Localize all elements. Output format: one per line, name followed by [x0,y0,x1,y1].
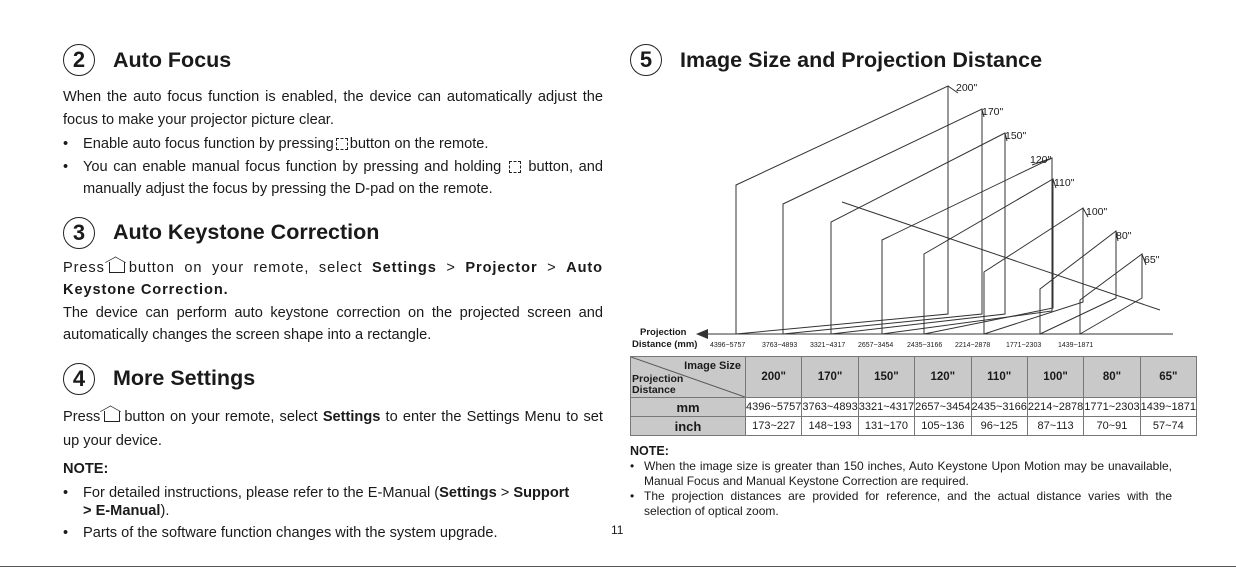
table-cell: 105~136 [915,417,971,436]
screen-frame [924,179,1053,334]
corner-cell: Image Size Projection Distance [631,357,746,398]
size-label: 100" [1086,206,1108,218]
tick-label: 3763~4893 [762,342,798,349]
list-item: • When the image size is greater than 150 inches, Auto Keystone Upon Motion may be unavailable, Manual Focus and Manual Keystone Correction are required. [630,459,1172,489]
screen-frames [736,86,1146,334]
table-cell: 2657~3454 [915,398,971,417]
focus-icon [336,138,348,150]
axis-label: Distance (mm) [632,339,698,350]
section-number: 2 [63,44,95,76]
size-header: 200" [746,357,802,398]
list-item: • The projection distances are provided for reference, and the actual distance varies with the selection of optical zoom. [630,489,1172,519]
note-list [63,484,603,544]
tick-label: 1439~1871 [1058,342,1094,349]
table-cell: 4396~5757 [746,398,802,417]
size-header: 80" [1084,357,1140,398]
tick-labels [710,342,1093,349]
tick-label: 2435~3166 [907,342,943,349]
size-header: 150" [858,357,914,398]
home-icon [104,411,120,422]
auto-focus-bullets [63,133,603,201]
table-cell: 2435~3166 [971,398,1027,417]
size-label: 170" [982,106,1004,118]
size-label: 65" [1144,254,1160,266]
keystone-instruction: Press button on your remote, select Settings > Projector > Auto Keystone Correction. [63,259,603,298]
row-label: inch [631,417,746,436]
keystone-description: The device can perform auto keystone correction on the projected screen and automatically changes the screen shape into a rectangle. [63,304,603,343]
table-cell: 1439~1871 [1140,398,1196,417]
axis-arrow-icon [696,329,708,339]
diagonal-line [842,202,1160,310]
size-label: 80" [1116,230,1132,242]
size-label: 110" [1054,177,1075,189]
note-list [630,459,1172,519]
tick-label: 1771~2303 [1006,342,1042,349]
size-header: 120" [915,357,971,398]
table-cell: 1771~2303 [1084,398,1140,417]
table-row [631,398,1197,417]
table-cell: 2214~2878 [1027,398,1083,417]
section-number: 3 [63,217,95,249]
table-cell: 96~125 [971,417,1027,436]
right-column-header [630,42,1172,78]
more-settings-instruction: Press button on your remote, select Settings to enter the Settings Menu to set up your device. [63,408,603,449]
list-item: • You can enable manual focus function by pressing and holding button, and manually adjust the focus by pressing the D-pad on the remote. [63,156,603,201]
section-number: 5 [630,44,662,76]
note-heading: NOTE: [63,460,109,477]
list-item: • For detailed instructions, please refer to the E-Manual (Settings > Support > E-Manual). [63,484,603,520]
right-note [630,443,1172,519]
table-cell: 3763~4893 [802,398,858,417]
section-title: Auto Keystone Correction [113,220,380,244]
size-header: 65" [1140,357,1196,398]
table-cell: 148~193 [802,417,858,436]
list-item: • Parts of the software function changes with the system upgrade. [63,522,603,544]
home-icon [109,262,125,273]
note-heading: NOTE: [630,444,669,458]
size-header: 170" [802,357,858,398]
section-header-keystone [63,215,603,251]
table-cell: 3321~4317 [858,398,914,417]
table-cell: 131~170 [858,417,914,436]
tick-label: 3321~4317 [810,342,846,349]
section-header-more-settings [63,361,603,397]
table-cell: 173~227 [746,417,802,436]
list-item: • Enable auto focus function by pressing button on the remote. [63,133,603,156]
section-title: Auto Focus [113,47,232,72]
page-number: 11 [611,523,624,537]
projection-diagram [630,78,1175,356]
tick-label: 2657~3454 [858,342,894,349]
section-title: Image Size and Projection Distance [680,47,1043,72]
table-cell: 87~113 [1027,417,1083,436]
screen-frame [1080,254,1142,334]
screen-frame [882,158,1052,334]
section-header-auto-focus [63,42,603,78]
section-number: 4 [63,363,95,395]
section-title: More Settings [113,366,256,390]
table-row [631,417,1197,436]
size-label: 120" [1030,154,1052,166]
axis-label: Projection [640,327,687,338]
tick-label: 2214~2878 [955,342,991,349]
left-column [63,42,603,544]
focus-icon [509,161,521,173]
table-cell: 57~74 [1140,417,1196,436]
row-label: mm [631,398,746,417]
table-cell: 70~91 [1084,417,1140,436]
auto-focus-description: When the auto focus function is enabled, the device can automatically adjust the focus to make your projector picture clear. [63,89,603,128]
size-label: 150" [1005,130,1027,142]
tick-label: 4396~5757 [710,342,746,349]
size-header: 110" [971,357,1027,398]
size-labels [956,82,1160,266]
size-label: 200" [956,82,978,94]
screen-frame [736,86,948,334]
screen-frame [831,133,1005,334]
size-header: 100" [1027,357,1083,398]
section-header-image-size [630,42,1172,78]
table-header-row [631,357,1197,398]
footer-rule [0,566,1236,567]
distance-table [630,356,1197,436]
